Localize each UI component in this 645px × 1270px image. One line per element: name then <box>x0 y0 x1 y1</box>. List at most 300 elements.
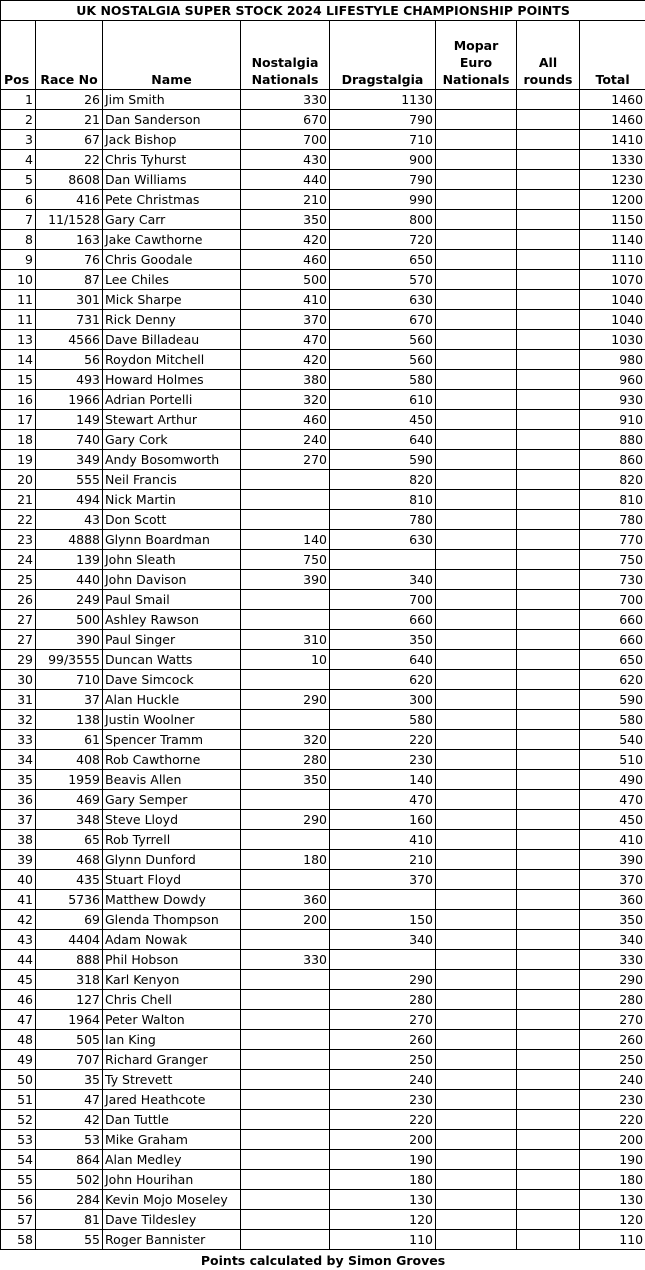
cell-mopar-euro-nationals <box>436 490 517 510</box>
cell-total: 980 <box>580 350 645 370</box>
cell-pos: 44 <box>1 950 36 970</box>
cell-all-rounds <box>517 810 580 830</box>
cell-race-no: 1964 <box>36 1010 103 1030</box>
cell-name: Rob Cawthorne <box>103 750 241 770</box>
cell-dragstalgia: 990 <box>330 190 436 210</box>
table-row <box>1 350 645 370</box>
table-row <box>1 730 645 750</box>
cell-mopar-euro-nationals <box>436 530 517 550</box>
cell-dragstalgia: 230 <box>330 1090 436 1110</box>
cell-dragstalgia: 900 <box>330 150 436 170</box>
cell-pos: 45 <box>1 970 36 990</box>
cell-pos: 57 <box>1 1210 36 1230</box>
cell-race-no: 494 <box>36 490 103 510</box>
cell-pos: 23 <box>1 530 36 550</box>
cell-total: 510 <box>580 750 645 770</box>
cell-pos: 37 <box>1 810 36 830</box>
table-row <box>1 1170 645 1190</box>
cell-pos: 25 <box>1 570 36 590</box>
cell-dragstalgia: 210 <box>330 850 436 870</box>
cell-mopar-euro-nationals <box>436 190 517 210</box>
cell-pos: 33 <box>1 730 36 750</box>
cell-race-no: 301 <box>36 290 103 310</box>
cell-mopar-euro-nationals <box>436 990 517 1010</box>
cell-total: 700 <box>580 590 645 610</box>
cell-name: Paul Singer <box>103 630 241 650</box>
cell-mopar-euro-nationals <box>436 570 517 590</box>
cell-total: 540 <box>580 730 645 750</box>
cell-mopar-euro-nationals <box>436 470 517 490</box>
table-body <box>1 90 645 1250</box>
cell-nostalgia-nationals: 700 <box>241 130 330 150</box>
cell-name: Gary Semper <box>103 790 241 810</box>
cell-pos: 41 <box>1 890 36 910</box>
cell-mopar-euro-nationals <box>436 850 517 870</box>
cell-name: Pete Christmas <box>103 190 241 210</box>
cell-name: Jared Heathcote <box>103 1090 241 1110</box>
header-all-rounds <box>517 21 580 90</box>
table-row <box>1 230 645 250</box>
cell-total: 190 <box>580 1150 645 1170</box>
cell-dragstalgia: 660 <box>330 610 436 630</box>
cell-race-no: 21 <box>36 110 103 130</box>
cell-all-rounds <box>517 670 580 690</box>
cell-race-no: 26 <box>36 90 103 110</box>
table-row <box>1 550 645 570</box>
cell-all-rounds <box>517 470 580 490</box>
cell-dragstalgia: 560 <box>330 350 436 370</box>
cell-pos: 10 <box>1 270 36 290</box>
cell-pos: 58 <box>1 1230 36 1250</box>
cell-mopar-euro-nationals <box>436 330 517 350</box>
cell-nostalgia-nationals <box>241 1190 330 1210</box>
cell-nostalgia-nationals: 670 <box>241 110 330 130</box>
cell-all-rounds <box>517 450 580 470</box>
cell-name: Duncan Watts <box>103 650 241 670</box>
cell-all-rounds <box>517 1230 580 1250</box>
cell-total: 250 <box>580 1050 645 1070</box>
cell-pos: 54 <box>1 1150 36 1170</box>
cell-name: Roger Bannister <box>103 1230 241 1250</box>
cell-race-no: 11/1528 <box>36 210 103 230</box>
table-row <box>1 950 645 970</box>
cell-pos: 32 <box>1 710 36 730</box>
cell-dragstalgia <box>330 890 436 910</box>
cell-nostalgia-nationals <box>241 870 330 890</box>
cell-race-no: 469 <box>36 790 103 810</box>
cell-name: Justin Woolner <box>103 710 241 730</box>
cell-pos: 16 <box>1 390 36 410</box>
cell-dragstalgia: 160 <box>330 810 436 830</box>
cell-dragstalgia: 200 <box>330 1130 436 1150</box>
cell-total: 1150 <box>580 210 645 230</box>
cell-name: Phil Hobson <box>103 950 241 970</box>
cell-all-rounds <box>517 830 580 850</box>
cell-pos: 20 <box>1 470 36 490</box>
cell-total: 1140 <box>580 230 645 250</box>
header-nostalgia-nationals <box>241 21 330 90</box>
cell-all-rounds <box>517 1090 580 1110</box>
cell-all-rounds <box>517 430 580 450</box>
cell-mopar-euro-nationals <box>436 350 517 370</box>
cell-race-no: 468 <box>36 850 103 870</box>
cell-nostalgia-nationals <box>241 1070 330 1090</box>
cell-race-no: 127 <box>36 990 103 1010</box>
cell-race-no: 61 <box>36 730 103 750</box>
cell-total: 390 <box>580 850 645 870</box>
cell-nostalgia-nationals: 310 <box>241 630 330 650</box>
cell-race-no: 710 <box>36 670 103 690</box>
cell-mopar-euro-nationals <box>436 1110 517 1130</box>
cell-dragstalgia: 580 <box>330 370 436 390</box>
cell-name: Peter Walton <box>103 1010 241 1030</box>
cell-pos: 35 <box>1 770 36 790</box>
cell-mopar-euro-nationals <box>436 450 517 470</box>
cell-total: 590 <box>580 690 645 710</box>
table-row <box>1 1110 645 1130</box>
cell-total: 270 <box>580 1010 645 1030</box>
cell-pos: 42 <box>1 910 36 930</box>
cell-nostalgia-nationals <box>241 470 330 490</box>
table-row <box>1 450 645 470</box>
header-mopar-line-3: Nationals <box>442 72 510 87</box>
cell-all-rounds <box>517 250 580 270</box>
header-nostalgia-line-2: Nationals <box>251 72 319 87</box>
table-row <box>1 110 645 130</box>
cell-name: Gary Carr <box>103 210 241 230</box>
table-row <box>1 910 645 930</box>
cell-dragstalgia: 410 <box>330 830 436 850</box>
cell-total: 1460 <box>580 110 645 130</box>
cell-all-rounds <box>517 510 580 530</box>
cell-name: Beavis Allen <box>103 770 241 790</box>
cell-nostalgia-nationals: 290 <box>241 810 330 830</box>
cell-all-rounds <box>517 1150 580 1170</box>
cell-total: 930 <box>580 390 645 410</box>
cell-nostalgia-nationals: 460 <box>241 410 330 430</box>
cell-all-rounds <box>517 770 580 790</box>
header-nostalgia-line-1: Nostalgia <box>251 55 319 70</box>
table-row <box>1 890 645 910</box>
cell-all-rounds <box>517 290 580 310</box>
cell-nostalgia-nationals <box>241 1050 330 1070</box>
cell-pos: 17 <box>1 410 36 430</box>
cell-name: Spencer Tramm <box>103 730 241 750</box>
cell-nostalgia-nationals <box>241 1030 330 1050</box>
cell-total: 660 <box>580 610 645 630</box>
cell-all-rounds <box>517 1050 580 1070</box>
table-row <box>1 330 645 350</box>
cell-race-no: 888 <box>36 950 103 970</box>
cell-race-no: 53 <box>36 1130 103 1150</box>
cell-nostalgia-nationals <box>241 1010 330 1030</box>
cell-mopar-euro-nationals <box>436 250 517 270</box>
table-row <box>1 710 645 730</box>
cell-pos: 29 <box>1 650 36 670</box>
cell-dragstalgia: 630 <box>330 290 436 310</box>
table-row <box>1 970 645 990</box>
cell-total: 860 <box>580 450 645 470</box>
cell-total: 370 <box>580 870 645 890</box>
cell-dragstalgia: 560 <box>330 330 436 350</box>
cell-pos: 15 <box>1 370 36 390</box>
cell-total: 410 <box>580 830 645 850</box>
cell-race-no: 435 <box>36 870 103 890</box>
cell-name: Dave Billadeau <box>103 330 241 350</box>
header-race-no: Race No <box>36 21 103 90</box>
cell-nostalgia-nationals: 350 <box>241 210 330 230</box>
cell-mopar-euro-nationals <box>436 910 517 930</box>
cell-total: 330 <box>580 950 645 970</box>
header-dragstalgia: Dragstalgia <box>330 21 436 90</box>
cell-all-rounds <box>517 350 580 370</box>
cell-race-no: 67 <box>36 130 103 150</box>
cell-nostalgia-nationals <box>241 1170 330 1190</box>
cell-dragstalgia: 290 <box>330 970 436 990</box>
cell-race-no: 47 <box>36 1090 103 1110</box>
cell-mopar-euro-nationals <box>436 410 517 430</box>
cell-mopar-euro-nationals <box>436 1170 517 1190</box>
cell-pos: 49 <box>1 1050 36 1070</box>
cell-pos: 5 <box>1 170 36 190</box>
cell-race-no: 4888 <box>36 530 103 550</box>
cell-race-no: 1966 <box>36 390 103 410</box>
cell-mopar-euro-nationals <box>436 890 517 910</box>
cell-total: 660 <box>580 630 645 650</box>
cell-mopar-euro-nationals <box>436 950 517 970</box>
header-name: Name <box>103 21 241 90</box>
table-row <box>1 490 645 510</box>
cell-mopar-euro-nationals <box>436 790 517 810</box>
cell-total: 960 <box>580 370 645 390</box>
cell-pos: 4 <box>1 150 36 170</box>
cell-race-no: 502 <box>36 1170 103 1190</box>
cell-pos: 39 <box>1 850 36 870</box>
cell-dragstalgia: 220 <box>330 1110 436 1130</box>
cell-all-rounds <box>517 490 580 510</box>
cell-total: 110 <box>580 1230 645 1250</box>
cell-name: Rick Denny <box>103 310 241 330</box>
table-row <box>1 470 645 490</box>
cell-pos: 18 <box>1 430 36 450</box>
cell-all-rounds <box>517 1010 580 1030</box>
table-row <box>1 1210 645 1230</box>
table-row <box>1 670 645 690</box>
cell-mopar-euro-nationals <box>436 90 517 110</box>
cell-total: 1070 <box>580 270 645 290</box>
cell-dragstalgia: 1130 <box>330 90 436 110</box>
cell-mopar-euro-nationals <box>436 1230 517 1250</box>
cell-mopar-euro-nationals <box>436 610 517 630</box>
table-row <box>1 1010 645 1030</box>
cell-race-no: 408 <box>36 750 103 770</box>
table-row <box>1 410 645 430</box>
cell-name: Rob Tyrrell <box>103 830 241 850</box>
cell-race-no: 505 <box>36 1030 103 1050</box>
cell-nostalgia-nationals: 320 <box>241 730 330 750</box>
cell-name: Adam Nowak <box>103 930 241 950</box>
cell-total: 130 <box>580 1190 645 1210</box>
cell-mopar-euro-nationals <box>436 390 517 410</box>
cell-mopar-euro-nationals <box>436 870 517 890</box>
cell-mopar-euro-nationals <box>436 170 517 190</box>
cell-nostalgia-nationals: 350 <box>241 770 330 790</box>
cell-all-rounds <box>517 1210 580 1230</box>
cell-name: Glynn Boardman <box>103 530 241 550</box>
cell-race-no: 81 <box>36 1210 103 1230</box>
cell-dragstalgia: 580 <box>330 710 436 730</box>
cell-total: 450 <box>580 810 645 830</box>
cell-nostalgia-nationals <box>241 930 330 950</box>
cell-name: Karl Kenyon <box>103 970 241 990</box>
cell-name: Jake Cawthorne <box>103 230 241 250</box>
cell-total: 810 <box>580 490 645 510</box>
cell-race-no: 99/3555 <box>36 650 103 670</box>
header-mopar-line-2: Euro <box>459 55 493 70</box>
cell-dragstalgia: 370 <box>330 870 436 890</box>
cell-race-no: 138 <box>36 710 103 730</box>
cell-all-rounds <box>517 370 580 390</box>
cell-race-no: 390 <box>36 630 103 650</box>
cell-name: John Hourihan <box>103 1170 241 1190</box>
cell-race-no: 35 <box>36 1070 103 1090</box>
cell-race-no: 163 <box>36 230 103 250</box>
cell-mopar-euro-nationals <box>436 430 517 450</box>
cell-name: Ashley Rawson <box>103 610 241 630</box>
cell-total: 340 <box>580 930 645 950</box>
cell-pos: 6 <box>1 190 36 210</box>
cell-race-no: 22 <box>36 150 103 170</box>
cell-name: Roydon Mitchell <box>103 350 241 370</box>
cell-all-rounds <box>517 1110 580 1130</box>
cell-race-no: 864 <box>36 1150 103 1170</box>
table-row <box>1 170 645 190</box>
table-row <box>1 250 645 270</box>
cell-total: 620 <box>580 670 645 690</box>
cell-nostalgia-nationals: 370 <box>241 310 330 330</box>
cell-name: Stewart Arthur <box>103 410 241 430</box>
cell-race-no: 4566 <box>36 330 103 350</box>
cell-mopar-euro-nationals <box>436 930 517 950</box>
cell-mopar-euro-nationals <box>436 370 517 390</box>
cell-pos: 14 <box>1 350 36 370</box>
cell-race-no: 555 <box>36 470 103 490</box>
cell-name: Chris Chell <box>103 990 241 1010</box>
cell-nostalgia-nationals <box>241 490 330 510</box>
cell-nostalgia-nationals <box>241 990 330 1010</box>
cell-nostalgia-nationals: 390 <box>241 570 330 590</box>
cell-name: Glynn Dunford <box>103 850 241 870</box>
cell-nostalgia-nationals: 320 <box>241 390 330 410</box>
cell-name: Alan Medley <box>103 1150 241 1170</box>
cell-nostalgia-nationals <box>241 970 330 990</box>
cell-dragstalgia: 140 <box>330 770 436 790</box>
cell-pos: 8 <box>1 230 36 250</box>
cell-mopar-euro-nationals <box>436 150 517 170</box>
cell-pos: 36 <box>1 790 36 810</box>
cell-name: John Davison <box>103 570 241 590</box>
cell-name: Glenda Thompson <box>103 910 241 930</box>
table-row <box>1 1050 645 1070</box>
cell-nostalgia-nationals <box>241 610 330 630</box>
cell-dragstalgia: 270 <box>330 1010 436 1030</box>
cell-name: Jim Smith <box>103 90 241 110</box>
table-row <box>1 510 645 530</box>
table-row <box>1 190 645 210</box>
table-row <box>1 690 645 710</box>
cell-name: Matthew Dowdy <box>103 890 241 910</box>
table-row <box>1 1150 645 1170</box>
cell-race-no: 249 <box>36 590 103 610</box>
cell-nostalgia-nationals: 10 <box>241 650 330 670</box>
cell-mopar-euro-nationals <box>436 130 517 150</box>
cell-nostalgia-nationals: 360 <box>241 890 330 910</box>
cell-name: Adrian Portelli <box>103 390 241 410</box>
cell-nostalgia-nationals: 750 <box>241 550 330 570</box>
cell-total: 360 <box>580 890 645 910</box>
cell-dragstalgia: 340 <box>330 930 436 950</box>
cell-name: Howard Holmes <box>103 370 241 390</box>
cell-pos: 40 <box>1 870 36 890</box>
cell-total: 1460 <box>580 90 645 110</box>
cell-nostalgia-nationals: 200 <box>241 910 330 930</box>
cell-name: Richard Granger <box>103 1050 241 1070</box>
cell-nostalgia-nationals: 410 <box>241 290 330 310</box>
cell-dragstalgia: 250 <box>330 1050 436 1070</box>
cell-dragstalgia: 220 <box>330 730 436 750</box>
cell-dragstalgia: 590 <box>330 450 436 470</box>
cell-dragstalgia <box>330 550 436 570</box>
cell-name: Ty Strevett <box>103 1070 241 1090</box>
cell-mopar-euro-nationals <box>436 1070 517 1090</box>
cell-race-no: 318 <box>36 970 103 990</box>
table-row <box>1 850 645 870</box>
cell-pos: 53 <box>1 1130 36 1150</box>
table-row <box>1 610 645 630</box>
cell-pos: 48 <box>1 1030 36 1050</box>
header-all-rounds-line-1: All <box>538 55 558 70</box>
cell-total: 290 <box>580 970 645 990</box>
cell-nostalgia-nationals: 420 <box>241 230 330 250</box>
cell-race-no: 1959 <box>36 770 103 790</box>
cell-total: 1040 <box>580 310 645 330</box>
cell-dragstalgia: 240 <box>330 1070 436 1090</box>
cell-race-no: 149 <box>36 410 103 430</box>
cell-race-no: 416 <box>36 190 103 210</box>
cell-pos: 21 <box>1 490 36 510</box>
cell-all-rounds <box>517 190 580 210</box>
cell-race-no: 348 <box>36 810 103 830</box>
cell-mopar-euro-nationals <box>436 1190 517 1210</box>
cell-all-rounds <box>517 790 580 810</box>
table-row <box>1 430 645 450</box>
cell-race-no: 37 <box>36 690 103 710</box>
cell-name: Dan Williams <box>103 170 241 190</box>
cell-all-rounds <box>517 1130 580 1150</box>
cell-all-rounds <box>517 530 580 550</box>
cell-pos: 56 <box>1 1190 36 1210</box>
cell-dragstalgia: 790 <box>330 110 436 130</box>
table-row <box>1 870 645 890</box>
cell-mopar-euro-nationals <box>436 1130 517 1150</box>
cell-nostalgia-nationals <box>241 1150 330 1170</box>
cell-race-no: 69 <box>36 910 103 930</box>
cell-total: 1040 <box>580 290 645 310</box>
cell-pos: 31 <box>1 690 36 710</box>
cell-dragstalgia: 810 <box>330 490 436 510</box>
cell-dragstalgia: 820 <box>330 470 436 490</box>
cell-pos: 22 <box>1 510 36 530</box>
